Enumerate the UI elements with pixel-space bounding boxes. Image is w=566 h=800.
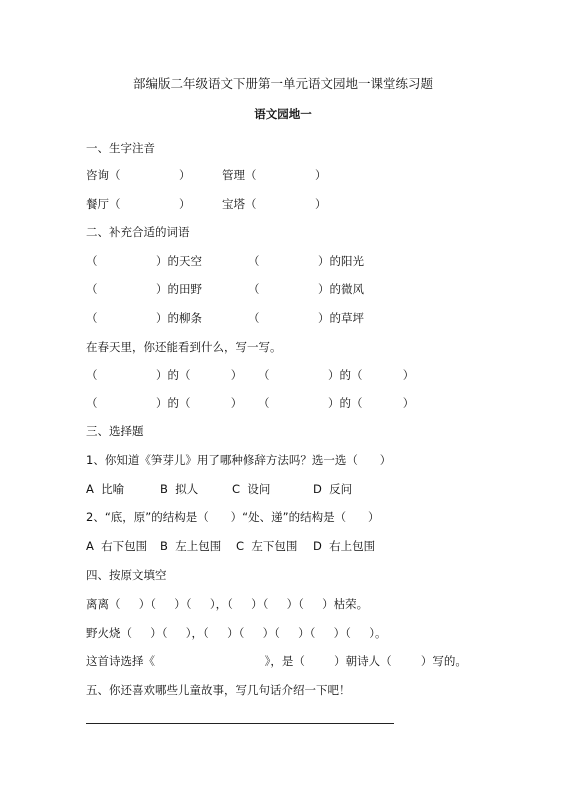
spring-fill-1: （ ）的（ ） <box>86 368 243 382</box>
pinyin-item-canting: 餐厅（ ） <box>86 197 191 211</box>
page-title: 部编版二年级语文下册第一单元语文园地一课堂练习题 <box>132 76 433 91</box>
spring-fill-2: （ ）的（ ） <box>258 368 415 382</box>
q1-option-b: B 拟人 <box>160 482 199 496</box>
poem-fill-line-1: 离离（ ）（ ）（ ），（ ）（ ）（ ）枯荣。 <box>86 597 369 611</box>
word-fill-tianye: （ ）的田野 <box>86 282 202 296</box>
section-4-heading: 四、按原文填空 <box>86 568 167 582</box>
q2-option-c: C 左下包围 <box>236 539 298 553</box>
q1-option-c: C 设问 <box>232 482 271 496</box>
spring-fill-4: （ ）的（ ） <box>258 396 415 410</box>
word-fill-weifeng: （ ）的微风 <box>248 282 364 296</box>
q2-option-b: B 左上包围 <box>160 539 222 553</box>
word-fill-tiankong: （ ）的天空 <box>86 254 202 268</box>
page-subtitle: 语文园地一 <box>254 107 312 121</box>
section-5-heading: 五、你还喜欢哪些儿童故事，写几句话介绍一下吧！ <box>86 683 351 697</box>
question-1: 1、你知道《笋芽儿》用了哪种修辞方法吗？选一选（ ） <box>86 453 392 467</box>
poem-fill-line-3: 这首诗选择《 》，是（ ）朝诗人（ ）写的。 <box>86 654 467 668</box>
q2-option-d: D 右上包围 <box>313 539 376 553</box>
pinyin-item-baota: 宝塔（ ） <box>222 197 327 211</box>
answer-writing-line <box>86 723 394 724</box>
q2-option-a: A 右下包围 <box>86 539 148 553</box>
word-fill-yangguang: （ ）的阳光 <box>248 254 364 268</box>
q1-option-a: A 比喻 <box>86 482 125 496</box>
poem-fill-line-2: 野火烧（ ）（ ），（ ）（ ）（ ）（ ）（ ）。 <box>86 626 387 640</box>
section-3-heading: 三、选择题 <box>86 424 144 438</box>
q1-option-d: D 反问 <box>313 482 353 496</box>
spring-fill-3: （ ）的（ ） <box>86 396 243 410</box>
word-fill-liutiao: （ ）的柳条 <box>86 311 202 325</box>
question-2: 2、“底，原”的结构是（ ）“处、递”的结构是（ ） <box>86 510 380 524</box>
section-2-heading: 二、补充合适的词语 <box>86 225 190 239</box>
word-fill-caoping: （ ）的草坪 <box>248 311 364 325</box>
section-1-heading: 一、生字注音 <box>86 141 155 155</box>
pinyin-item-guanli: 管理（ ） <box>222 168 327 182</box>
spring-prompt: 在春天里，你还能看到什么，写一写。 <box>86 340 282 354</box>
pinyin-item-zixun: 咨询（ ） <box>86 168 191 182</box>
